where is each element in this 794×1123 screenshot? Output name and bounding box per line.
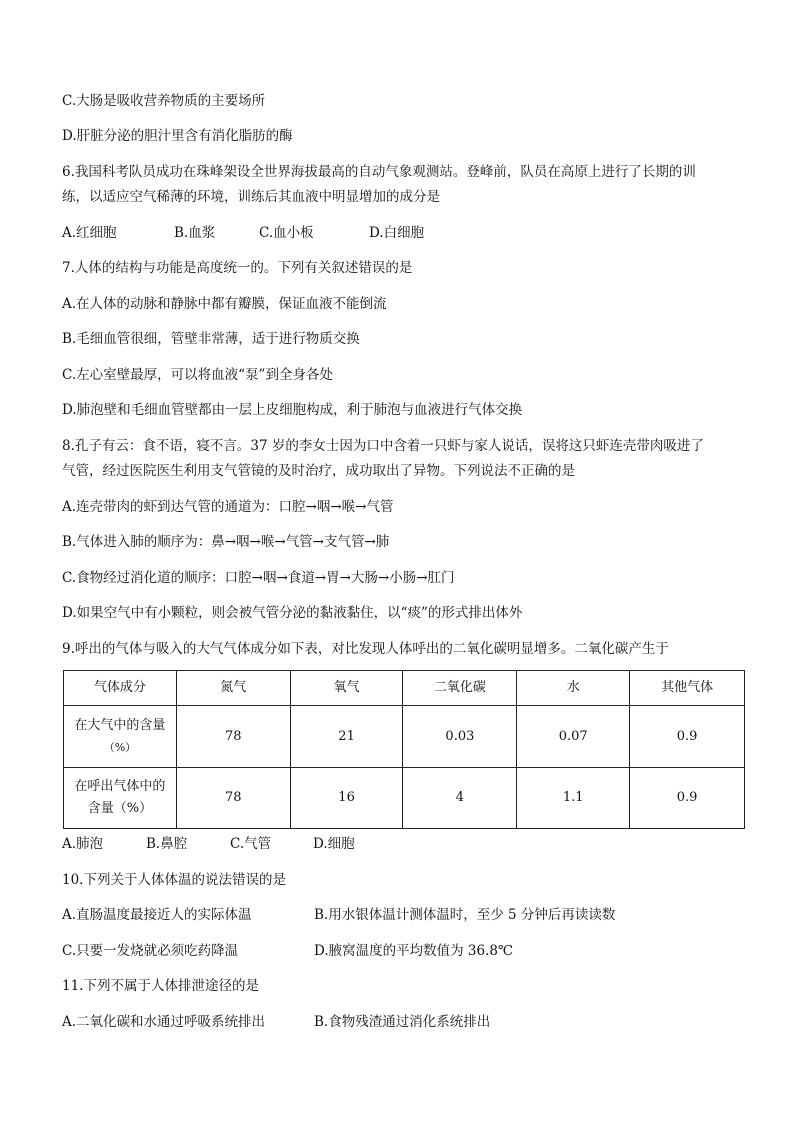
table-cell: 78 [176,768,290,829]
table-header: 氧气 [290,671,403,706]
q8-option-a: A.连壳带肉的虾到达气管的通道为：口腔→咽→喉→气管 [62,499,394,515]
q8-stem-line2: 气管，经过医院医生利用支气管镜的及时治疗，成功取出了异物。下列说法不正确的是 [62,463,575,479]
q6-stem-line1: 6.我国科考队员成功在珠峰架设全世界海拔最高的自动气象观测站。登峰前，队员在高原上进行了长期的训 [62,164,696,180]
table-header: 二氧化碳 [403,671,517,706]
q10-option-a: A.直肠温度最接近人的实际体温 [62,907,252,923]
q11-stem: 11.下列不属于人体排泄途径的是 [62,978,259,994]
table-cell: 1.1 [517,768,630,829]
row-label-line2: （%） [103,740,137,754]
gas-composition-table [63,670,745,829]
q9-option-c: C.气管 [230,836,272,852]
q6-option-d: D.白细胞 [369,225,425,241]
table-header: 氮气 [176,671,290,706]
q5-option-c: C.大肠是吸收营养物质的主要场所 [62,93,266,109]
table-header: 水 [517,671,630,706]
q7-option-b: B.毛细血管很细，管壁非常薄，适于进行物质交换 [62,331,360,347]
q5-option-d: D.肝脏分泌的胆汁里含有消化脂肪的酶 [62,128,293,144]
q8-option-c: C.食物经过消化道的顺序：口腔→咽→食道→胃→大肠→小肠→肛门 [62,570,455,586]
table-cell: 4 [403,768,517,829]
row-label-line1: 在大气中的含量 [74,717,166,733]
table-header-row [64,671,745,706]
q8-option-b: B.气体进入肺的顺序为：鼻→咽→喉→气管→支气管→肺 [62,534,390,550]
q9-option-b: B.鼻腔 [146,836,188,852]
table-cell: 0.07 [517,706,630,768]
q11-option-a: A.二氧化碳和水通过呼吸系统排出 [62,1014,266,1030]
q7-stem: 7.人体的结构与功能是高度统一的。下列有关叙述错误的是 [62,260,413,276]
table-cell: 16 [290,768,403,829]
table-cell: 21 [290,706,403,768]
q7-option-a: A.在人体的动脉和静脉中都有瓣膜，保证血液不能倒流 [62,296,387,312]
q6-option-c: C.血小板 [259,225,314,241]
q8-option-d: D.如果空气中有小颗粒，则会被气管分泌的黏液黏住，以“痰”的形式排出体外 [62,605,523,621]
q6-option-b: B.血浆 [174,225,216,241]
row-label-line1: 在呼出气体中的 [74,779,166,794]
q9-option-a: A.肺泡 [62,836,104,852]
q8-stem-line1: 8.孔子有云：食不语，寝不言。37 岁的李女士因为口中含着一只虾与家人说话，误将这只虾连壳带肉吸进了 [62,438,704,454]
q7-option-d: D.肺泡壁和毛细血管壁都由一层上皮细胞构成，利于肺泡与血液进行气体交换 [62,402,523,418]
row-label-cell [64,706,177,768]
table-cell: 0.9 [630,706,745,768]
q10-stem: 10.下列关于人体体温的说法错误的是 [62,872,286,888]
table-cell: 0.9 [630,768,745,829]
table-header: 气体成分 [64,671,177,706]
table-header: 其他气体 [630,671,745,706]
row-label-line2: 含量（%） [87,801,153,816]
q10-option-c: C.只要一发烧就必须吃药降温 [62,943,239,959]
table-cell: 0.03 [403,706,517,768]
q6-stem-line2: 练，以适应空气稀薄的环境，训练后其血液中明显增加的成分是 [62,189,440,205]
q11-option-b: B.食物残渣通过消化系统排出 [314,1014,491,1030]
q7-option-c: C.左心室壁最厚，可以将血液“泵”到全身各处 [62,367,333,383]
table-cell: 78 [176,706,290,768]
table-row [64,706,745,768]
q9-stem: 9.呼出的气体与吸入的大气气体成分如下表，对比发现人体呼出的二氧化碳明显增多。二氧化碳产生于 [62,641,669,657]
table-row [64,768,745,829]
q9-option-d: D.细胞 [313,836,355,852]
q6-option-a: A.红细胞 [62,225,117,241]
q10-option-b: B.用水银体温计测体温时，至少 5 分钟后再读读数 [314,907,616,923]
row-label-cell [64,768,177,829]
q10-option-d: D.腋窝温度的平均数值为 36.8℃ [314,943,514,959]
